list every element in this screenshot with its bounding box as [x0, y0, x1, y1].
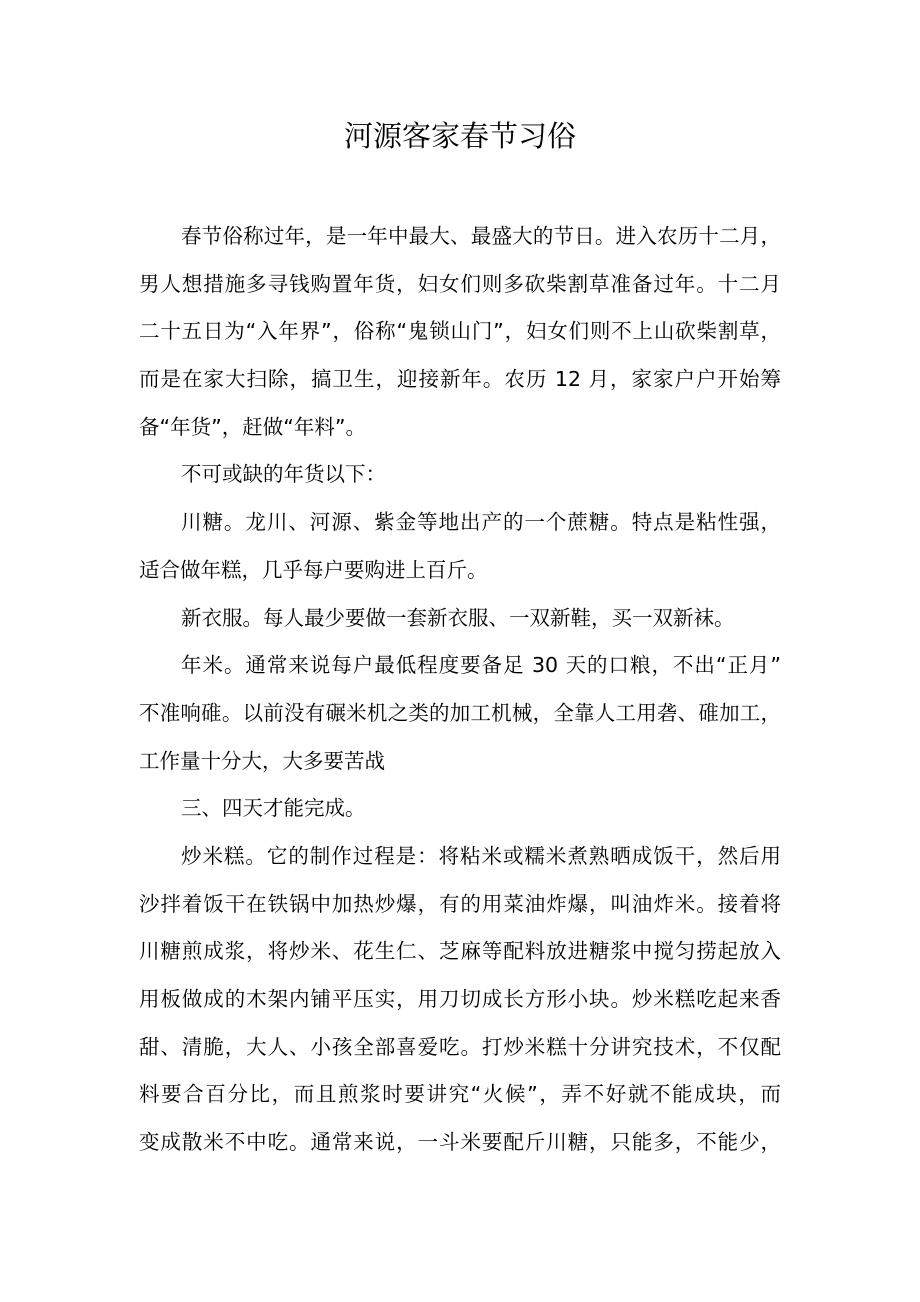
- text-line: 春节俗称过年，是一年中最大、最盛大的节日。进入农历十二月，: [181, 224, 781, 248]
- text-line: 备“年货”，赶做“年料”。: [139, 414, 366, 439]
- text-line: 炒米糕。它的制作过程是：将粘米或糯米煮熟晒成饭干，然后用: [181, 843, 781, 868]
- text-line: 新衣服。每人最少要做一套新衣服、一双新鞋，买一双新袜。: [181, 605, 735, 630]
- document-title: 河源客家春节习俗: [343, 119, 576, 153]
- text-line: 川糖。龙川、河源、紫金等地出产的一个蔗糖。特点是粘性强，: [181, 510, 781, 535]
- text-line: 甜、清脆，大人、小孩全部喜爱吃。打炒米糕十分讲究技术，不仅配: [139, 1034, 781, 1059]
- text-line: 工作量十分大，大多要苦战: [139, 748, 385, 773]
- text-line: 变成散米不中吃。通常来说，一斗米要配斤川糖，只能多，不能少，: [139, 1130, 781, 1155]
- document-body: [139, 214, 781, 1168]
- text-line: 年米。通常来说每户最低程度要备足 30 天的口粮，不出“正月”: [181, 653, 781, 678]
- text-line: 沙拌着饭干在铁锅中加热炒爆，有的用菜油炸爆，叫油炸米。接着将: [139, 891, 781, 916]
- text-line: 不可或缺的年货以下：: [181, 462, 386, 487]
- text-line: 而是在家大扫除，搞卫生，迎接新年。农历 12 月，家家户户开始筹: [139, 367, 781, 392]
- text-line: 川糖煎成浆，将炒米、花生仁、芝麻等配料放进糖浆中搅匀捞起放入: [139, 939, 781, 964]
- text-line: 二十五日为“入年界”，俗称“鬼锁山门”，妇女们则不上山砍柴割草，: [139, 319, 781, 344]
- text-line: 三、四天才能完成。: [181, 796, 366, 821]
- text-line: 适合做年糕，几乎每户要购进上百斤。: [139, 557, 488, 582]
- text-line: 男人想措施多寻钱购置年货，妇女们则多砍柴割草准备过年。十二月: [139, 271, 781, 296]
- text-line: 料要合百分比，而且煎浆时要讲究“火候”，弄不好就不能成块，而: [139, 1082, 781, 1107]
- text-line: 不准响碓。以前没有碾米机之类的加工机械，全靠人工用砻、碓加工，: [139, 700, 781, 725]
- text-line: 用板做成的木架内铺平压实，用刀切成长方形小块。炒米糕吃起来香: [139, 987, 781, 1011]
